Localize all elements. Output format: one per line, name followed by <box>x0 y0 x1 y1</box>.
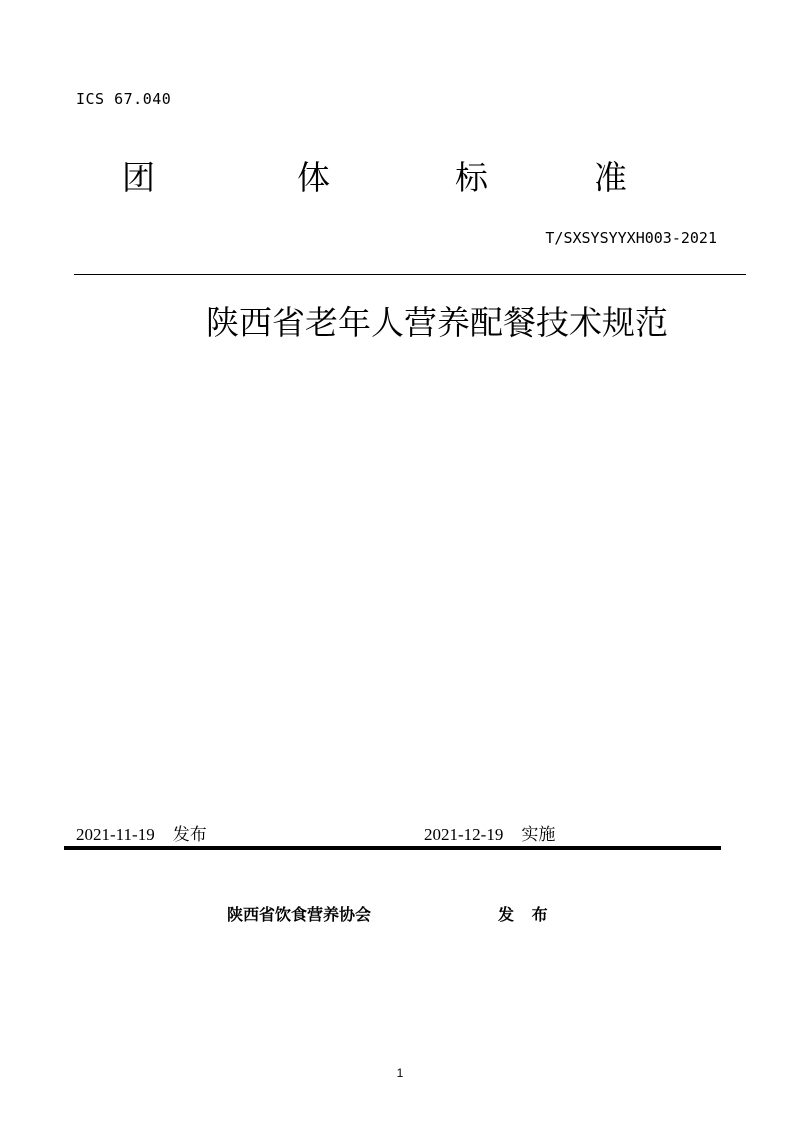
page-number: 1 <box>396 1066 404 1080</box>
publish-date: 2021-11-19 <box>76 825 155 844</box>
ics-code: ICS 67.040 <box>76 90 172 108</box>
implement-date-row <box>424 820 555 845</box>
standard-type-char-1: 团 <box>122 158 155 197</box>
footer-divider <box>64 846 721 850</box>
implement-date: 2021-12-19 <box>424 825 504 844</box>
publish-date-label: 发布 <box>172 825 207 845</box>
standard-type-char-4: 准 <box>594 158 627 197</box>
standard-type-char-3: 标 <box>455 158 488 197</box>
implement-date-label: 实施 <box>521 825 556 845</box>
standard-code: T/SXSYSYYXH003-2021 <box>545 229 717 247</box>
publish-date-row <box>76 820 207 845</box>
header-divider <box>74 274 746 275</box>
standard-type-char-2: 体 <box>297 158 330 197</box>
document-title: 陕西省老年人营养配餐技术规范 <box>206 303 668 342</box>
publisher-publish-label: 发 布 <box>498 905 554 924</box>
publisher-name: 陕西省饮食营养协会 <box>227 905 372 924</box>
